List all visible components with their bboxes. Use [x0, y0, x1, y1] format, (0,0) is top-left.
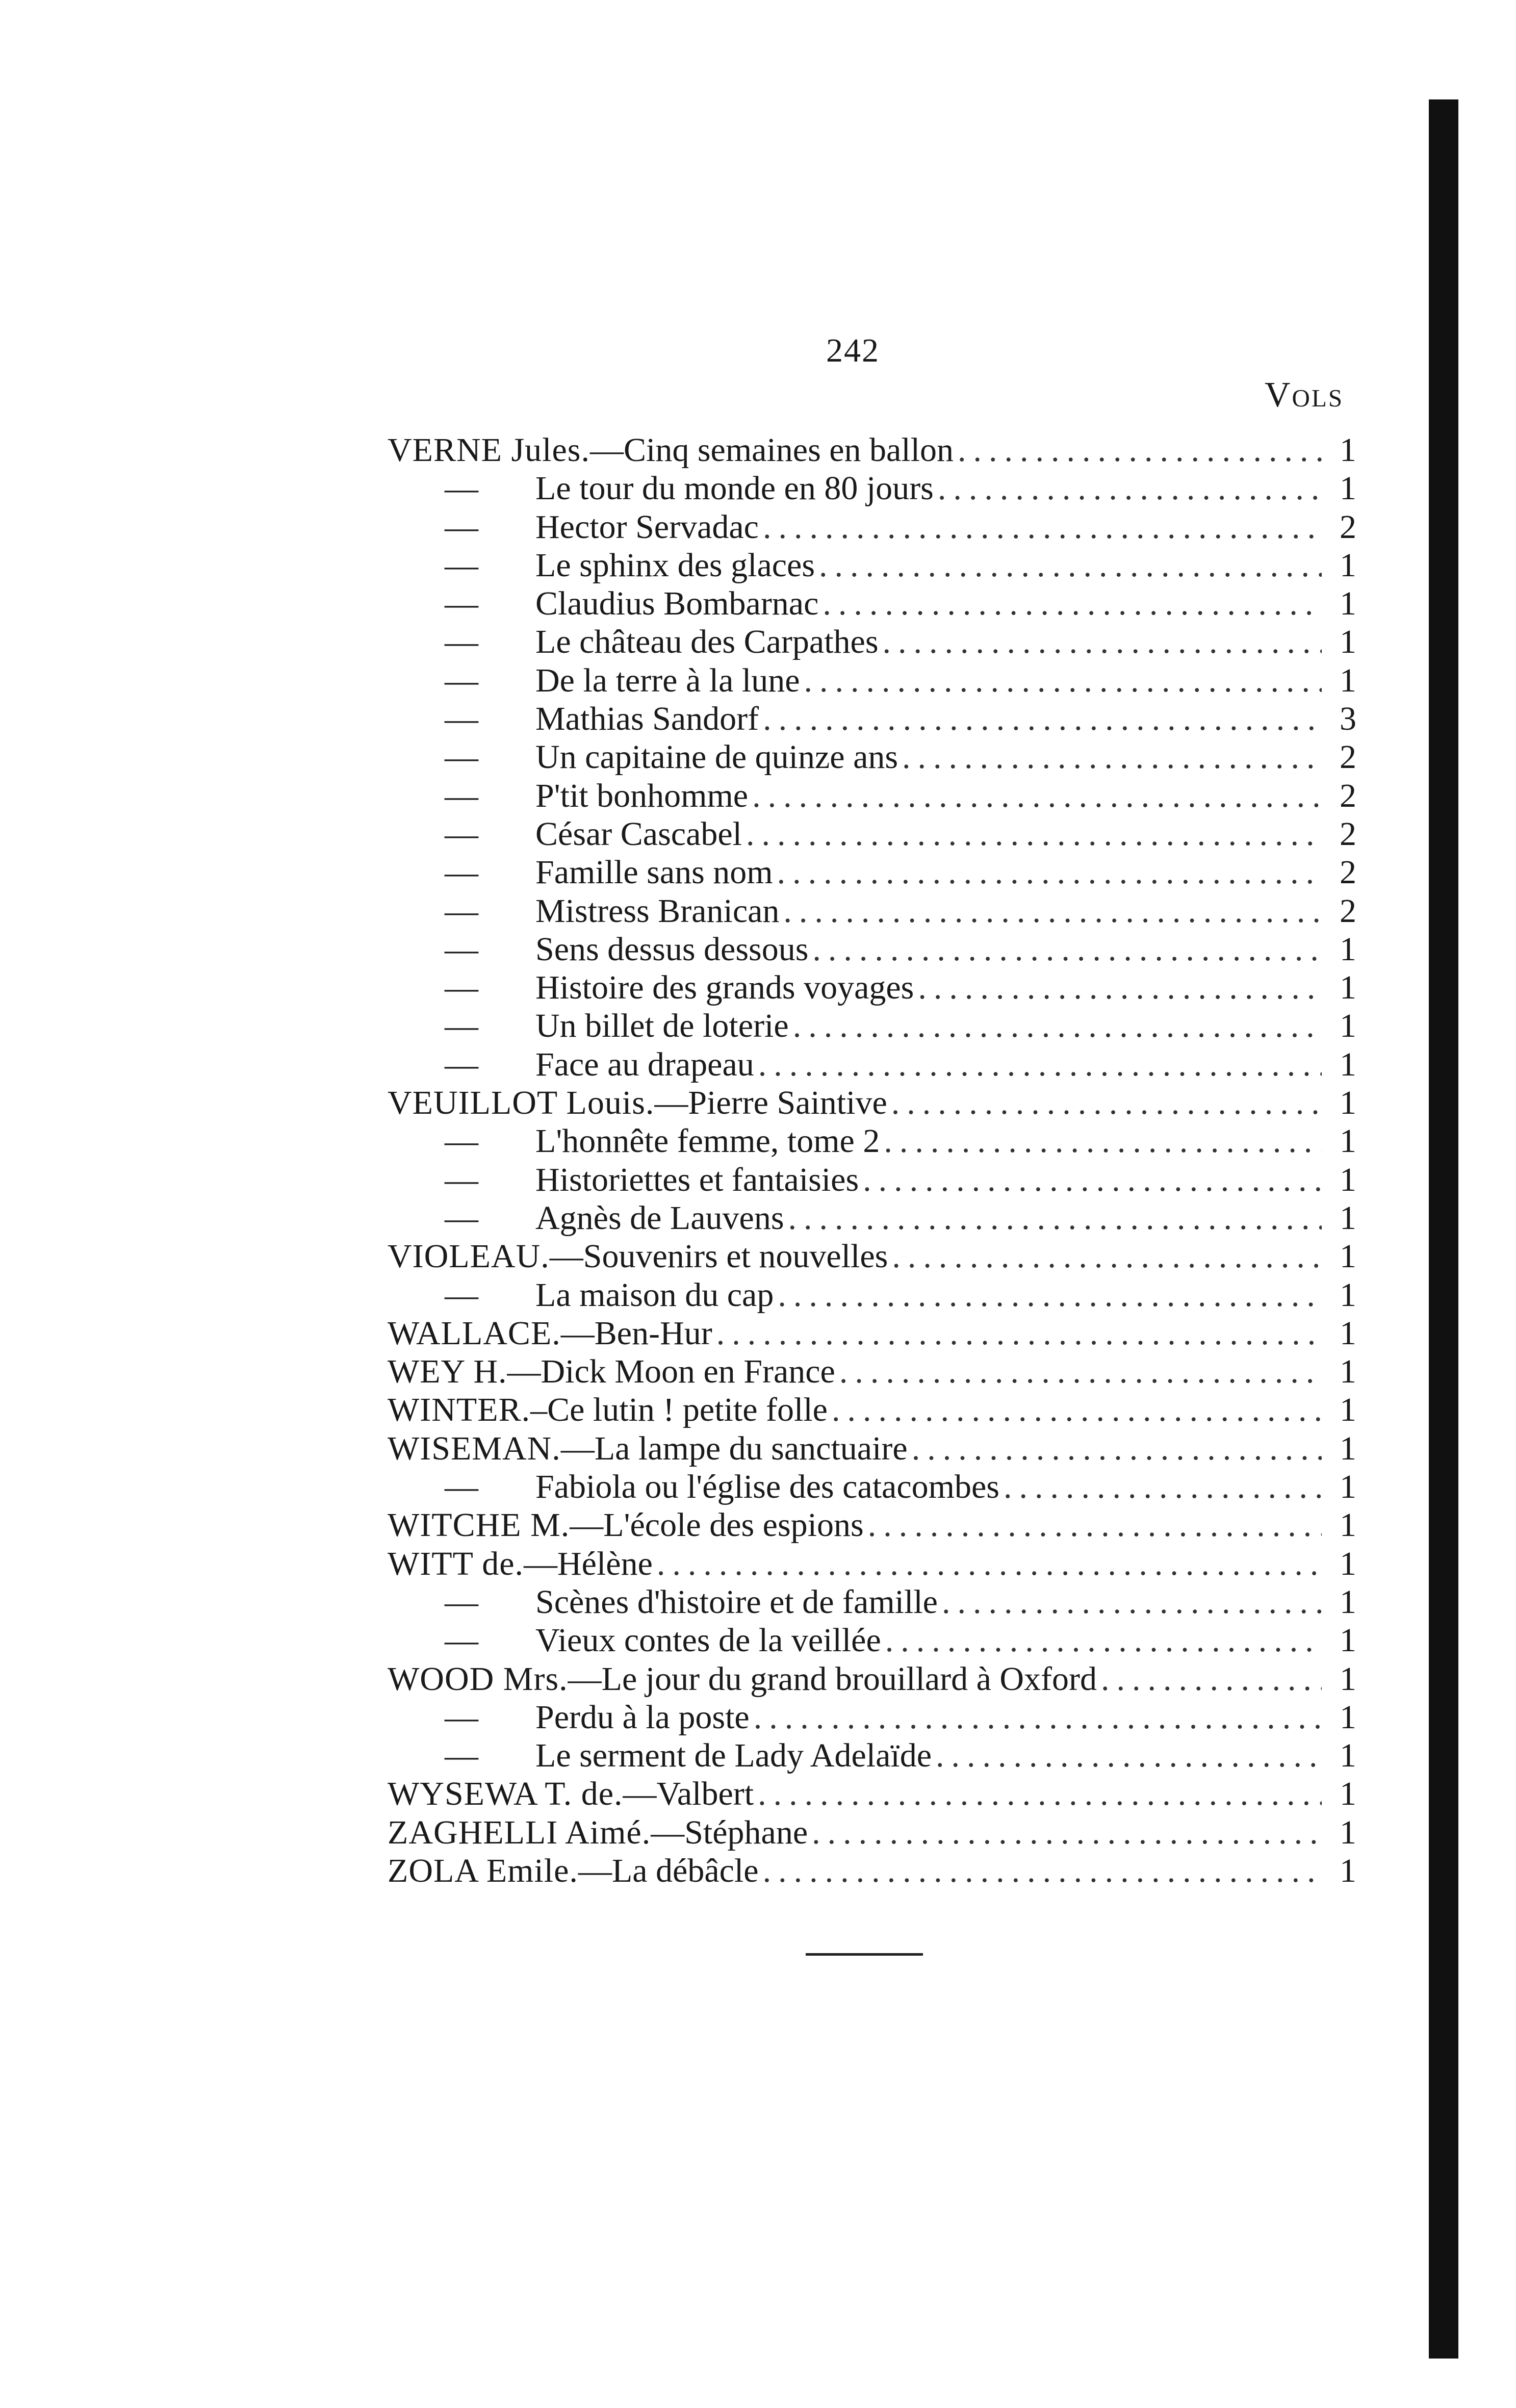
entry-volume-count: 1	[1340, 661, 1356, 699]
entry-volume-count: 1	[1340, 1698, 1356, 1736]
dot-leader	[812, 1813, 1322, 1852]
entry-title: Mistress Branican	[535, 892, 780, 930]
ditto-dash: —	[445, 1468, 478, 1506]
catalog-sub-entry	[388, 1199, 1356, 1237]
entry-author: ZAGHELLI Aimé.	[388, 1813, 651, 1851]
catalog-sub-entry	[388, 1583, 1356, 1621]
dot-leader	[863, 1161, 1322, 1199]
entry-title: Mathias Sandorf	[535, 700, 759, 738]
catalog-author-entry	[388, 1352, 1356, 1391]
catalog-sub-entry	[388, 1698, 1356, 1736]
catalog-sub-entry	[388, 546, 1356, 584]
entry-volume-count: 3	[1340, 700, 1356, 738]
entry-volume-count: 1	[1340, 1353, 1356, 1391]
entry-volume-count: 2	[1340, 815, 1356, 853]
entry-volume-count: 1	[1340, 1429, 1356, 1467]
entry-title: Claudius Bombarnac	[535, 585, 819, 623]
entry-volume-count: 1	[1340, 546, 1356, 584]
entry-volume-count: 1	[1340, 1161, 1356, 1198]
dot-leader	[885, 1621, 1322, 1659]
catalog-author-entry	[388, 1237, 1356, 1275]
end-rule	[806, 1953, 923, 1956]
entry-volume-count: 1	[1340, 1045, 1356, 1083]
entry-volume-count: 1	[1340, 1813, 1356, 1851]
entry-title: —L'école des espions	[570, 1506, 864, 1544]
entry-author: ZOLA Emile.	[388, 1852, 578, 1889]
ditto-dash: —	[445, 546, 478, 584]
entry-volume-count: 1	[1340, 1737, 1356, 1775]
catalog-sub-entry	[388, 815, 1356, 853]
catalog-sub-entry	[388, 1045, 1356, 1084]
entry-volume-count: 1	[1340, 585, 1356, 623]
dot-leader	[942, 1583, 1322, 1621]
entry-author: WISEMAN.	[388, 1429, 561, 1467]
vols-column-header: Vols	[1265, 375, 1344, 415]
entry-title: Vieux contes de la veillée	[535, 1622, 881, 1659]
entry-volume-count: 1	[1340, 1122, 1356, 1160]
entry-title: Le tour du monde en 80 jours	[535, 470, 934, 507]
entry-volume-count: 2	[1340, 508, 1356, 546]
dot-leader	[716, 1314, 1322, 1352]
entry-volume-count: 1	[1340, 1583, 1356, 1621]
entry-title: Un billet de loterie	[535, 1007, 789, 1045]
dot-leader	[1004, 1468, 1322, 1506]
entry-volume-count: 1	[1340, 1660, 1356, 1698]
catalog-sub-entry	[388, 469, 1356, 507]
entry-volume-count: 1	[1340, 1852, 1356, 1889]
catalog-author-entry	[388, 431, 1356, 469]
entry-title: Hector Servadac	[535, 508, 759, 546]
ditto-dash: —	[445, 470, 478, 507]
entry-author: WALLACE.	[388, 1314, 561, 1352]
entry-volume-count: 2	[1340, 854, 1356, 891]
catalog-author-entry	[388, 1391, 1356, 1429]
entry-author: WYSEWA T. de.	[388, 1775, 623, 1813]
entry-title: L'honnête femme, tome 2	[535, 1122, 880, 1160]
dot-leader	[902, 738, 1322, 776]
entry-title: Un capitaine de quinze ans	[535, 738, 898, 776]
dot-leader	[868, 1506, 1322, 1544]
catalog-author-entry	[388, 1429, 1356, 1468]
dot-leader	[832, 1391, 1322, 1429]
entry-volume-count: 2	[1340, 892, 1356, 930]
entry-author: WINTER.	[388, 1391, 531, 1429]
ditto-dash: —	[445, 1199, 478, 1237]
entry-title: De la terre à la lune	[535, 661, 800, 699]
dot-leader	[758, 1045, 1322, 1084]
catalog-author-entry	[388, 1660, 1356, 1698]
dot-leader	[746, 815, 1322, 853]
ditto-dash: —	[445, 1583, 478, 1621]
entry-volume-count: 1	[1340, 1545, 1356, 1582]
catalog-author-entry	[388, 1545, 1356, 1583]
entry-author: VIOLEAU.	[388, 1238, 550, 1275]
entry-volume-count: 1	[1340, 1775, 1356, 1813]
catalog-sub-entry	[388, 1161, 1356, 1199]
catalog-sub-entry	[388, 623, 1356, 661]
dot-leader	[804, 661, 1322, 700]
dot-leader	[918, 968, 1322, 1007]
entry-volume-count: 1	[1340, 1238, 1356, 1275]
ditto-dash: —	[445, 815, 478, 853]
catalog-author-entry	[388, 1813, 1356, 1852]
entry-title: Famille sans nom	[535, 854, 773, 891]
entry-author: WITT de.	[388, 1545, 524, 1582]
entry-volume-count: 1	[1340, 431, 1356, 469]
ditto-dash: —	[445, 1161, 478, 1198]
entry-volume-count: 1	[1340, 1391, 1356, 1429]
catalog-sub-entry	[388, 584, 1356, 623]
catalog-author-entry	[388, 1506, 1356, 1544]
catalog-sub-entry	[388, 1276, 1356, 1314]
dot-leader	[763, 508, 1322, 546]
ditto-dash: —	[445, 508, 478, 546]
catalog-sub-entry	[388, 661, 1356, 700]
entry-volume-count: 2	[1340, 777, 1356, 814]
catalog-sub-entry	[388, 777, 1356, 815]
entry-volume-count: 2	[1340, 738, 1356, 776]
entry-title: Scènes d'histoire et de famille	[535, 1583, 938, 1621]
entry-title: Agnès de Lauvens	[535, 1199, 784, 1237]
entry-title: César Cascabel	[535, 815, 742, 853]
catalog-sub-entry	[388, 1468, 1356, 1506]
entry-title: —Ben-Hur	[560, 1314, 712, 1352]
ditto-dash: —	[445, 1007, 478, 1045]
dot-leader	[912, 1429, 1322, 1468]
catalog-sub-entry	[388, 1122, 1356, 1160]
dot-leader	[777, 853, 1322, 891]
entry-title: Le sphinx des glaces	[535, 546, 815, 584]
dot-leader	[819, 546, 1322, 584]
ditto-dash: —	[445, 661, 478, 699]
entry-title: —Valbert	[623, 1775, 754, 1813]
catalog-author-entry	[388, 1775, 1356, 1813]
entry-volume-count: 1	[1340, 1468, 1356, 1506]
entry-title: –Ce lutin ! petite folle	[530, 1391, 828, 1429]
dot-leader	[778, 1276, 1322, 1314]
catalog-sub-entry	[388, 892, 1356, 930]
entry-title: —Dick Moon en France	[507, 1353, 835, 1391]
dot-leader	[839, 1352, 1322, 1391]
entry-author: WEY H.	[388, 1353, 507, 1391]
dot-leader	[812, 930, 1322, 968]
dot-leader	[936, 1736, 1322, 1775]
entry-title: —La débâcle	[578, 1852, 759, 1889]
ditto-dash: —	[445, 1698, 478, 1736]
catalog-sub-entry	[388, 1621, 1356, 1659]
entry-title: —La lampe du sanctuaire	[560, 1429, 908, 1467]
dot-leader	[763, 1852, 1322, 1890]
entry-title: —Pierre Saintive	[654, 1084, 887, 1122]
ditto-dash: —	[445, 1276, 478, 1314]
dot-leader	[958, 431, 1322, 469]
entry-author: WOOD Mrs.	[388, 1660, 568, 1698]
entry-author: VEUILLOT Louis.	[388, 1084, 655, 1122]
entry-volume-count: 1	[1340, 1622, 1356, 1659]
ditto-dash: —	[445, 738, 478, 776]
catalog-sub-entry	[388, 1736, 1356, 1775]
entry-volume-count: 1	[1340, 1276, 1356, 1314]
ditto-dash: —	[445, 623, 478, 661]
dot-leader	[891, 1084, 1322, 1122]
entry-volume-count: 1	[1340, 1084, 1356, 1122]
entry-title: Histoire des grands voyages	[535, 969, 914, 1007]
dot-leader	[788, 1199, 1322, 1237]
dot-leader	[823, 584, 1322, 623]
entry-volume-count: 1	[1340, 969, 1356, 1007]
entry-volume-count: 1	[1340, 1506, 1356, 1544]
entry-volume-count: 1	[1340, 1314, 1356, 1352]
entry-title: Fabiola ou l'église des catacombes	[535, 1468, 999, 1506]
entry-author: WITCHE M.	[388, 1506, 570, 1544]
ditto-dash: —	[445, 1045, 478, 1083]
entry-title: Face au drapeau	[535, 1045, 754, 1083]
entry-volume-count: 1	[1340, 470, 1356, 507]
catalog-sub-entry	[388, 508, 1356, 546]
ditto-dash: —	[445, 777, 478, 814]
entry-title: —Cinq semaines en ballon	[589, 431, 954, 469]
entry-volume-count: 1	[1340, 1007, 1356, 1045]
entry-title: Sens dessus dessous	[535, 930, 809, 968]
dot-leader	[783, 892, 1322, 930]
entry-title: Le château des Carpathes	[535, 623, 879, 661]
ditto-dash: —	[445, 1737, 478, 1775]
dot-leader	[754, 1698, 1322, 1736]
ditto-dash: —	[445, 969, 478, 1007]
entry-author: VERNE Jules.	[388, 431, 590, 469]
dot-leader	[763, 700, 1322, 738]
dot-leader	[938, 469, 1322, 507]
ditto-dash: —	[445, 585, 478, 623]
ditto-dash: —	[445, 700, 478, 738]
entry-volume-count: 1	[1340, 1199, 1356, 1237]
entry-volume-count: 1	[1340, 930, 1356, 968]
entry-volume-count: 1	[1340, 623, 1356, 661]
dot-leader	[883, 623, 1322, 661]
catalog-sub-entry	[388, 930, 1356, 968]
entry-title: —Hélène	[524, 1545, 653, 1582]
entry-title: Le serment de Lady Adelaïde	[535, 1737, 932, 1775]
entry-title: —Le jour du grand brouillard à Oxford	[568, 1660, 1097, 1698]
scan-edge-bar	[1429, 99, 1458, 2359]
ditto-dash: —	[445, 854, 478, 891]
ditto-dash: —	[445, 1122, 478, 1160]
catalog-sub-entry	[388, 1007, 1356, 1045]
page-number: 242	[826, 332, 880, 369]
ditto-dash: —	[445, 1622, 478, 1659]
dot-leader	[793, 1007, 1322, 1045]
entry-title: La maison du cap	[535, 1276, 774, 1314]
entry-title: —Souvenirs et nouvelles	[549, 1238, 888, 1275]
dot-leader	[752, 777, 1322, 815]
catalog-author-entry	[388, 1084, 1356, 1122]
ditto-dash: —	[445, 892, 478, 930]
catalog-sub-entry	[388, 738, 1356, 776]
catalog-sub-entry	[388, 700, 1356, 738]
catalog-author-entry	[388, 1852, 1356, 1890]
dot-leader	[892, 1237, 1322, 1275]
catalog-sub-entry	[388, 968, 1356, 1007]
dot-leader	[1101, 1660, 1322, 1698]
dot-leader	[884, 1122, 1322, 1160]
catalog-sub-entry	[388, 853, 1356, 891]
dot-leader	[758, 1775, 1322, 1813]
catalog-author-entry	[388, 1314, 1356, 1352]
catalog-entry-list	[388, 431, 1356, 1890]
entry-title: Historiettes et fantaisies	[535, 1161, 859, 1198]
entry-title: —Stéphane	[651, 1813, 808, 1851]
entry-title: P'tit bonhomme	[535, 777, 749, 814]
dot-leader	[657, 1545, 1322, 1583]
ditto-dash: —	[445, 930, 478, 968]
entry-title: Perdu à la poste	[535, 1698, 750, 1736]
